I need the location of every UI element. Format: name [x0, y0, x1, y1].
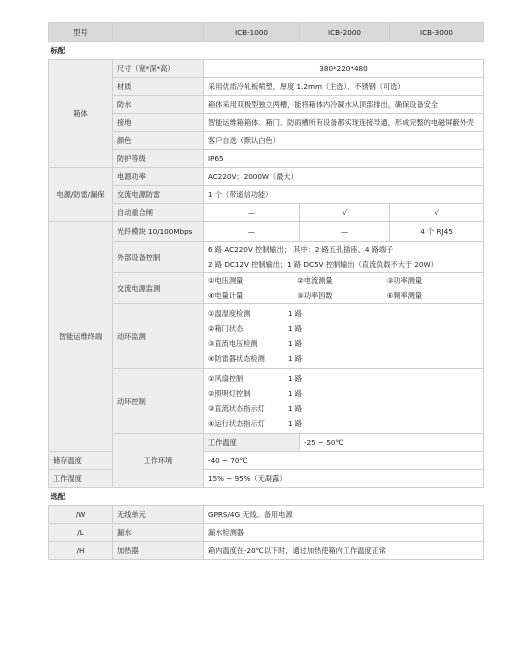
- label-envctl: 动环控制: [113, 369, 204, 434]
- row-option: [49, 524, 484, 542]
- label-ground: 接地: [113, 114, 204, 132]
- envmon-item: [208, 321, 479, 336]
- acmon-item: ③功率测量: [386, 276, 423, 285]
- envctl-count: 1 路: [288, 419, 303, 428]
- value-store-temp: -40 ~ 70℃: [204, 452, 484, 470]
- envmon-item: [208, 306, 479, 321]
- header-blank: [113, 23, 204, 42]
- spec-sheet: [48, 22, 483, 560]
- envctl-name: ④运行状态指示灯: [208, 419, 265, 428]
- acmon-line-2: [208, 288, 479, 303]
- envmon-item: [208, 351, 479, 366]
- fiber-2: —: [300, 222, 390, 242]
- envmon-count: 1 路: [288, 354, 303, 363]
- group-power: 电源/防雷/漏保: [49, 168, 113, 222]
- row-work-temp: [49, 434, 484, 452]
- section-optional: [49, 488, 484, 506]
- row-envctl: [49, 369, 484, 434]
- row-size: [49, 60, 484, 78]
- value-ground: 智能运维箱箱体、箱门、防雨槽所有设备都实现连接导通，形成完整的电磁屏蔽外壳: [204, 114, 484, 132]
- label-power: 电源功率: [113, 168, 204, 186]
- label-waterproof: 防水: [113, 96, 204, 114]
- row-ground: [49, 114, 484, 132]
- envmon-count: 1 路: [288, 324, 303, 333]
- reclose-2: √: [300, 204, 390, 222]
- option-code: /H: [49, 542, 113, 560]
- row-option: [49, 542, 484, 560]
- value-work-temp: -25 ~ 50℃: [300, 434, 484, 452]
- envctl-item: [208, 416, 479, 431]
- row-power: [49, 168, 484, 186]
- fiber-1: —: [204, 222, 300, 242]
- acmon-line-1: [208, 273, 479, 288]
- label-humidity: 工作湿度: [49, 470, 113, 488]
- label-surge: 交流电源防雷: [113, 186, 204, 204]
- option-name: 漏水: [113, 524, 204, 542]
- value-material: 采用优质冷轧板喷塑，厚度 1.2mm（主选）、不锈钢（可选）: [204, 78, 484, 96]
- option-desc: 漏水检测器: [204, 524, 484, 542]
- option-desc: 箱内温度在-20℃以下时，通过加热使箱内工作温度正常: [204, 542, 484, 560]
- value-power: AC220V；2000W（最大）: [204, 168, 484, 186]
- row-ext: [49, 242, 484, 273]
- row-envmon: [49, 304, 484, 369]
- envmon-name: ②箱门状态: [208, 324, 244, 333]
- envctl-item: [208, 386, 479, 401]
- option-name: 无线单元: [113, 506, 204, 524]
- model-1: ICB-1000: [204, 23, 300, 42]
- envctl-name: ①风扇控制: [208, 374, 244, 383]
- ext-line-2: 2 路 DC12V 控制输出；1 路 DC5V 控制输出（直流负载不大于 20W）: [208, 260, 438, 269]
- label-store-temp: 储存温度: [49, 452, 113, 470]
- option-name: 加热器: [113, 542, 204, 560]
- value-waterproof: 箱体采用双极型独立两槽，能将箱体内冷凝水从顶部排出，确保设备安全: [204, 96, 484, 114]
- model-header: 型号: [49, 23, 113, 42]
- label-material: 材质: [113, 78, 204, 96]
- envctl-count: 1 路: [288, 374, 303, 383]
- envmon-count: 1 路: [288, 339, 303, 348]
- group-cabinet: 箱体: [49, 60, 113, 168]
- group-env: 工作环境: [113, 434, 204, 488]
- fiber-3: 4 个 RJ45: [390, 222, 484, 242]
- row-reclose: [49, 204, 484, 222]
- envmon-item: [208, 336, 479, 351]
- value-ip: IP65: [204, 150, 484, 168]
- row-material: [49, 78, 484, 96]
- label-color: 颜色: [113, 132, 204, 150]
- section-standard: [49, 42, 484, 60]
- header-row: [49, 23, 484, 42]
- envctl-name: ③直流状态指示灯: [208, 404, 265, 413]
- option-code: /L: [49, 524, 113, 542]
- label-reclose: 自动重合闸: [113, 204, 204, 222]
- value-acmon: [204, 273, 484, 304]
- option-code: /W: [49, 506, 113, 524]
- envctl-name: ②照明灯控制: [208, 389, 251, 398]
- acmon-item: ④电量计量: [208, 291, 244, 300]
- section-title-optional: 选配: [49, 488, 484, 506]
- row-option: [49, 506, 484, 524]
- row-color: [49, 132, 484, 150]
- label-envmon: 动环监测: [113, 304, 204, 369]
- model-3: ICB-3000: [390, 23, 484, 42]
- row-fiber: [49, 222, 484, 242]
- envctl-count: 1 路: [288, 404, 303, 413]
- row-waterproof: [49, 96, 484, 114]
- acmon-item: ⑤功率因数: [297, 291, 333, 300]
- spec-table: [48, 22, 484, 560]
- value-surge: 1 个（带遥信功能）: [204, 186, 484, 204]
- ext-line-1: 6 路 AC220V 控制输出； 其中：2 路五孔插座、4 路端子: [208, 245, 394, 254]
- acmon-item: ①电压测量: [208, 276, 244, 285]
- row-acmon: [49, 273, 484, 304]
- envmon-name: ④防雷器状态检测: [208, 354, 265, 363]
- label-ext: 外部设备控制: [113, 242, 204, 273]
- value-envmon: [204, 304, 484, 369]
- reclose-1: —: [204, 204, 300, 222]
- label-size: 尺寸（宽*深*高）: [113, 60, 204, 78]
- envctl-item: [208, 401, 479, 416]
- envmon-name: ③直流电压检测: [208, 339, 258, 348]
- acmon-item: ⑥频率测量: [386, 291, 423, 300]
- group-smart: 智能运维终端: [49, 222, 113, 452]
- option-desc: GPRS/4G 无线、备用电源: [204, 506, 484, 524]
- value-humidity: 15% ~ 95%（无凝露）: [204, 470, 484, 488]
- value-ext: [204, 242, 484, 273]
- value-size: 380*220*480: [204, 60, 484, 78]
- acmon-item: ②电流测量: [297, 276, 333, 285]
- envctl-item: [208, 371, 479, 386]
- reclose-3: √: [390, 204, 484, 222]
- envmon-count: 1 路: [288, 309, 303, 318]
- row-ip: [49, 150, 484, 168]
- value-color: 客户自选（默认白色）: [204, 132, 484, 150]
- label-acmon: 交流电源监测: [113, 273, 204, 304]
- section-title-standard: 标配: [49, 42, 484, 60]
- envmon-name: ①温湿度检测: [208, 309, 251, 318]
- model-2: ICB-2000: [300, 23, 390, 42]
- label-work-temp: 工作温度: [204, 434, 300, 452]
- value-envctl: [204, 369, 484, 434]
- label-ip: 防护等级: [113, 150, 204, 168]
- row-surge: [49, 186, 484, 204]
- label-fiber: 光纤模块 10/100Mbps: [113, 222, 204, 242]
- envctl-count: 1 路: [288, 389, 303, 398]
